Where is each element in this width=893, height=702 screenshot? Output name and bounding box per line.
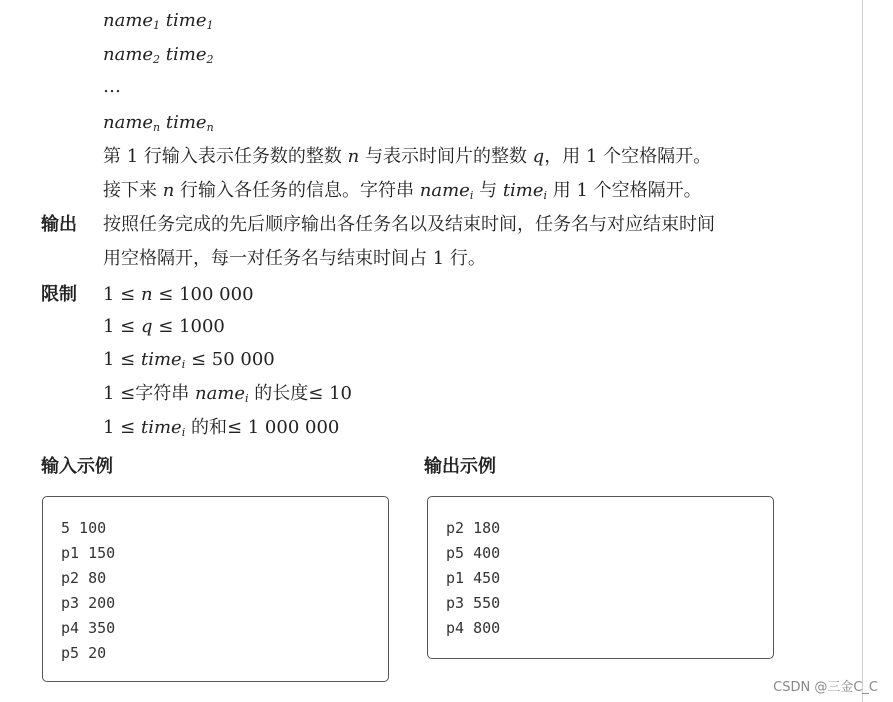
sample-input-box: [42, 496, 389, 682]
sample-input-line: p3 200: [61, 594, 116, 612]
sample-output-box: [427, 496, 774, 659]
sample-input-line: p1 150: [61, 544, 116, 562]
output-desc-line-2: 用空格隔开，每一对任务名与结束时间占 1 行。: [103, 248, 486, 269]
limit-item-4: 1 ≤字符串 name$_i$ 的长度≤ 10: [103, 383, 352, 405]
output-desc-line-1: 按照任务完成的先后顺序输出各任务名以及结束时间，任务名与对应结束时间: [103, 214, 715, 235]
limit-item-3: 1 ≤ time$_i$ ≤ 50 000: [103, 349, 275, 371]
watermark: CSDN @三金C_C: [773, 680, 878, 695]
sample-output-line: p1 450: [446, 569, 501, 587]
sample-input-line: p4 350: [61, 619, 116, 637]
sample-input-title: 输入示例: [41, 456, 113, 477]
format-line-2: name$_2$ time$_2$: [103, 44, 214, 66]
limit-item-2: 1 ≤ q ≤ 1000: [103, 316, 225, 337]
limit-item-5: 1 ≤ time$_i$ 的和≤ 1 000 000: [103, 417, 340, 439]
sample-input-line: p2 80: [61, 569, 107, 587]
sample-output-line: p2 180: [446, 519, 501, 537]
sample-output-line: p3 550: [446, 594, 501, 612]
sample-output-line: p4 800: [446, 619, 501, 637]
input-desc-line-2: 接下来 n 行输入各任务的信息。字符串 name$_i$ 与 time$_i$ 用 1 个空格隔开。: [103, 180, 702, 202]
limits-label: 限制: [41, 284, 77, 305]
sample-input-line: p5 20: [61, 644, 107, 662]
sample-input-line: 5 100: [61, 519, 107, 537]
output-label: 输出: [41, 214, 77, 235]
format-line-1: name$_1$ time$_1$: [103, 10, 214, 32]
format-line-n: name$_n$ time$_n$: [103, 112, 214, 134]
page-right-border: [862, 0, 863, 702]
input-desc-line-1: 第 1 行输入表示任务数的整数 n 与表示时间片的整数 q，用 1 个空格隔开。: [103, 146, 712, 167]
limit-item-1: 1 ≤ n ≤ 100 000: [103, 284, 254, 305]
format-ellipsis: …: [103, 76, 121, 97]
sample-output-title: 输出示例: [424, 456, 496, 477]
sample-output-line: p5 400: [446, 544, 501, 562]
